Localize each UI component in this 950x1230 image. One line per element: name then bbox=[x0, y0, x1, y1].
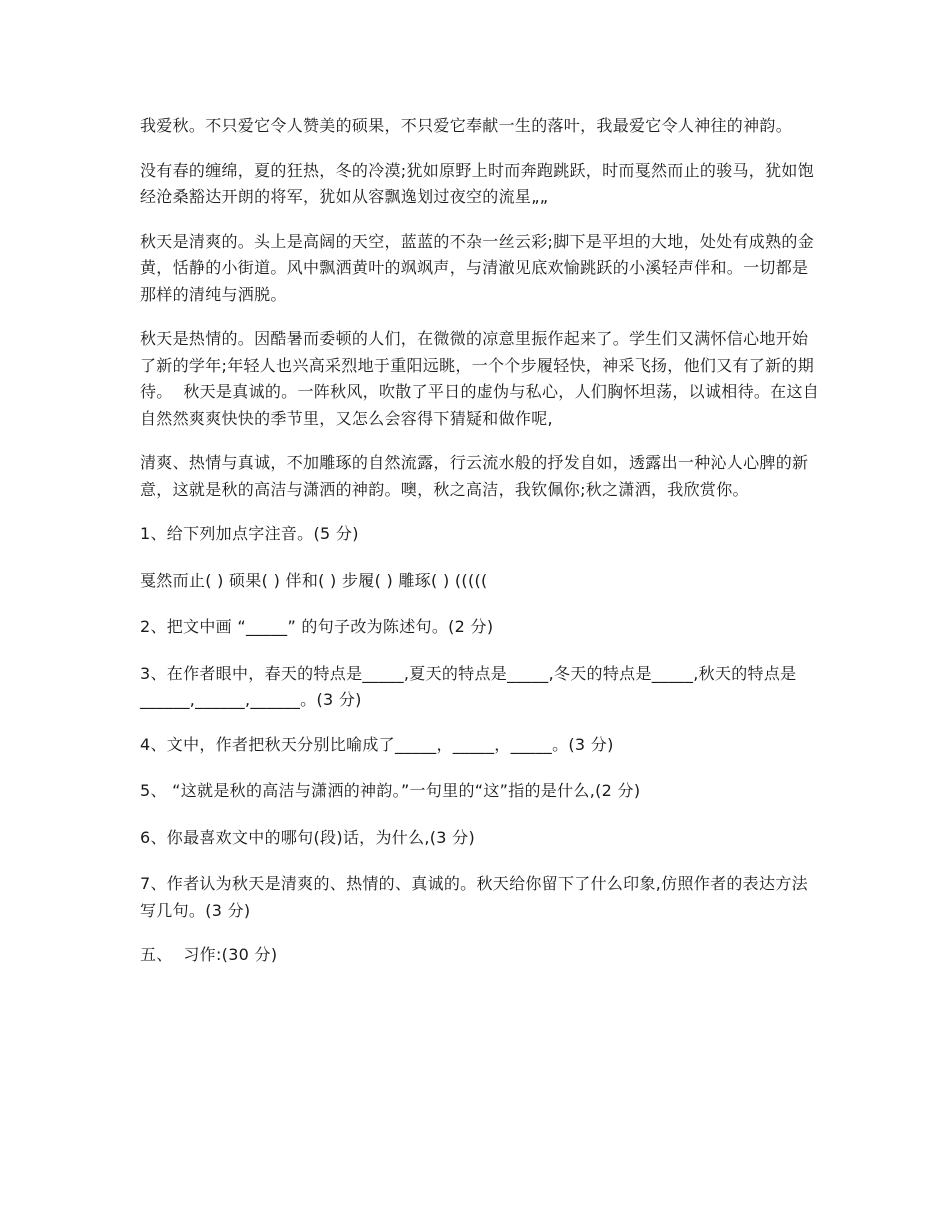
question-4: 4、文中，作者把秋天分别比喻成了_____，_____，_____。(3 分) bbox=[140, 734, 614, 754]
passage-paragraph-4: 秋天是热情的。因酷暑而委顿的人们，在微微的凉意里振作起来了。学生们又满怀信心地开始了新的学年;年轻人也兴高采烈地于重阳远眺，一个个步履轻快，神采飞扬，他们又有了新的期待。 秋天是真诚的。一阵秋风，吹散了平日的虚伪与私心，人们胸怀坦荡，以诚相待。在这自自然然爽爽快快的季节里，又怎么会容得下猜疑和做作呢, bbox=[140, 329, 820, 428]
question-3: 3、在作者眼中，春天的特点是_____,夏天的特点是_____,冬天的特点是_____,秋天的特点是______,______,______。(3 分) bbox=[140, 663, 797, 709]
question-5: 5、 “这就是秋的高洁与潇洒的神韵。”一句里的“这”指的是什么,(2 分) bbox=[140, 781, 641, 800]
question-7: 7、作者认为秋天是清爽的、热情的、真诚的。秋天给你留下了什么印象,仿照作者的表达方法写几句。(3 分) bbox=[140, 874, 808, 920]
section-five-heading: 五、 习作:(30 分) bbox=[140, 945, 278, 964]
question-1: 1、给下列加点字注音。(5 分) bbox=[140, 524, 359, 543]
question-6: 6、你最喜欢文中的哪句(段)话，为什么,(3 分) bbox=[140, 827, 476, 847]
question-2: 2、把文中画 “_____” 的句子改为陈述句。(2 分) bbox=[140, 617, 494, 636]
passage-paragraph-1: 我爱秋。不只爱它令人赞美的硕果，不只爱它奉献一生的落叶，我最爱它令人神往的神韵。 bbox=[140, 116, 793, 135]
document-body bbox=[140, 113, 820, 987]
passage-paragraph-2: 没有春的缠绵，夏的狂热，冬的冷漠;犹如原野上时而奔跑跳跃，时而戛然而止的骏马，犹如饱经沧桑豁达开朗的将军，犹如从容飘逸划过夜空的流星„„ bbox=[140, 160, 814, 206]
passage-paragraph-3: 秋天是清爽的。头上是高阔的天空，蓝蓝的不杂一丝云彩;脚下是平坦的大地，处处有成熟的金黄，恬静的小街道。风中飘洒黄叶的飒飒声，与清澈见底欢愉跳跃的小溪轻声伴和。一切都是那样的清纯与洒脱。 bbox=[140, 231, 814, 304]
question-1-items: 戛然而止( ) 硕果( ) 伴和( ) 步履( ) 雕琢( ) ((((( bbox=[140, 570, 488, 590]
passage-paragraph-5: 清爽、热情与真诚，不加雕琢的自然流露，行云流水般的抒发自如，透露出一种沁人心脾的新意，这就是秋的高洁与潇洒的神韵。噢，秋之高洁，我钦佩你;秋之潇洒，我欣赏你。 bbox=[140, 453, 809, 499]
